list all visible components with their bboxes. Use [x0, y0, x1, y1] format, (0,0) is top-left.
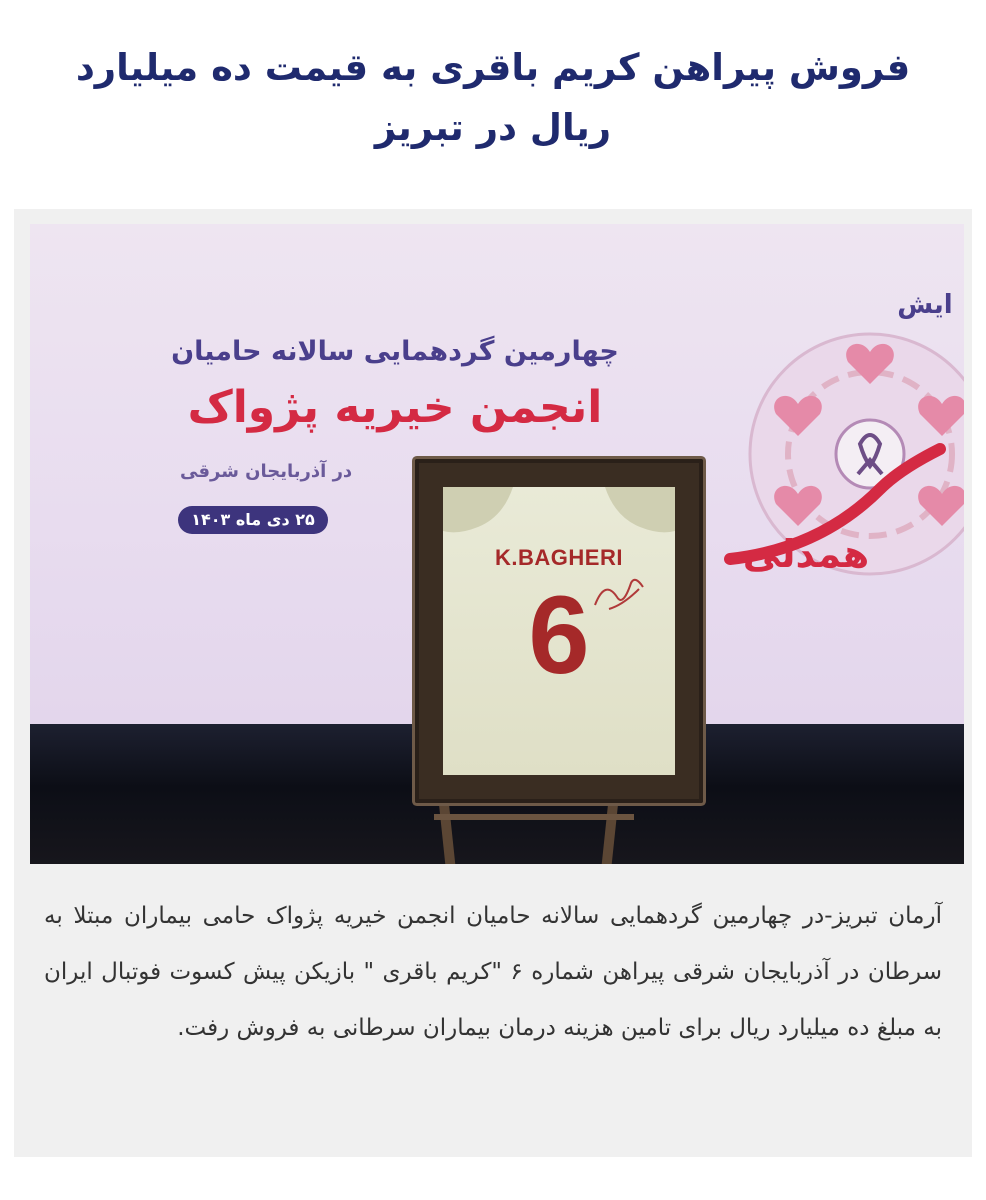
jersey-number: 6: [528, 574, 590, 697]
jersey-frame: [415, 459, 703, 803]
screen-logo-text: همدلی: [742, 532, 870, 576]
screen-date-badge: ۲۵ دی ماه ۱۴۰۳: [178, 506, 328, 534]
headline: [0, 38, 986, 158]
headline-line-2: ریال در تبریز: [374, 106, 612, 149]
headline-line-1: فروش پیراهن کریم باقری به قیمت ده میلیارد: [75, 46, 911, 89]
screen-line-2: انجمن خیریه پژواک: [187, 382, 603, 433]
jersey: [443, 487, 675, 775]
article-photo: [30, 224, 964, 864]
screen-corner-text: ایش: [897, 290, 953, 320]
article-caption: آرمان تبریز-در چهارمین گردهمایی سالانه حامیان انجمن خیریه پژواک حامی بیماران مبتلا به سرطان در آذربایجان شرقی پیراهن شماره ۶ "کریم باقری " بازیکن پیش کسوت فوتبال ایران به مبلغ ده میلیارد ریال برای تامین هزینه درمان بیماران سرطانی به فروش رفت.: [44, 903, 942, 1041]
easel-bar: [434, 814, 634, 820]
screen-line-3: در آذربایجان شرقی: [180, 461, 353, 482]
jersey-pattern-icon: [443, 487, 675, 547]
jersey-name: K.BAGHERI: [495, 545, 623, 570]
screen-line-1: چهارمین گردهمایی سالانه حامیان: [171, 336, 619, 367]
